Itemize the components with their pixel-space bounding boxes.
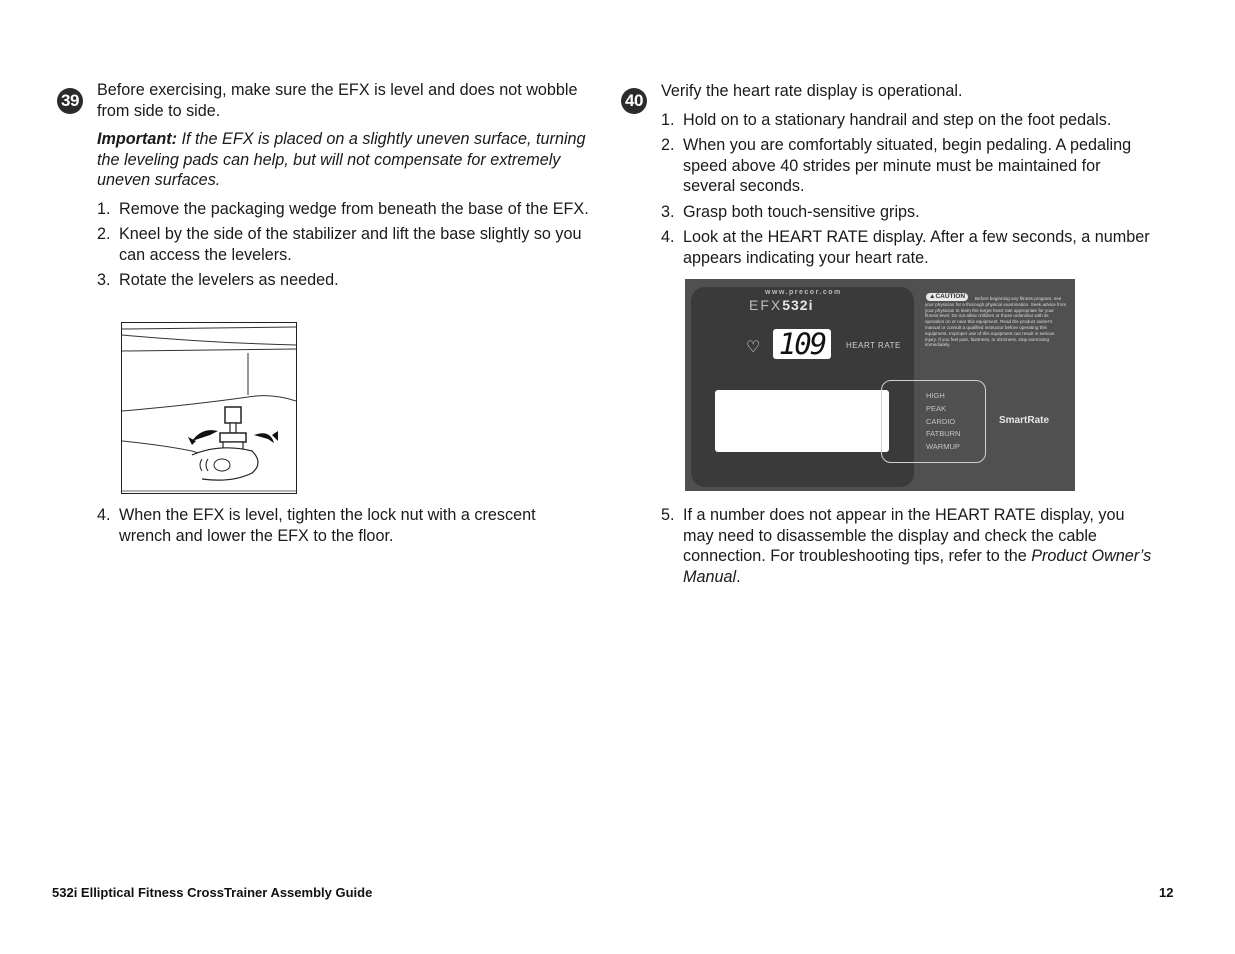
item-number: 4. (97, 506, 111, 524)
step-40-list (661, 110, 1156, 269)
step-39-list-continued (97, 505, 592, 546)
step-40-continued (661, 505, 1156, 592)
zone-cardio: CARDIO (926, 417, 956, 426)
zone-fatburn: FATBURN (926, 429, 961, 438)
warning-icon: ▲ (929, 293, 936, 300)
manual-reference: Product Owner’s Manual (683, 547, 1152, 586)
step-40-intro: Verify the heart rate display is operational. (661, 82, 963, 100)
item-text-end: . (736, 567, 741, 586)
item-text: If a number does not appear in the HEART RATE display, you may need to disassemble the display and check the cable connection. For troubleshooting tips, refer to the (683, 506, 1125, 565)
step-40-text (661, 81, 1156, 273)
list-item (97, 224, 592, 265)
model-number: 532i (782, 297, 814, 313)
caution-label: CAUTION (935, 293, 966, 300)
item-text: Remove the packaging wedge from beneath the base of the EFX. (119, 199, 589, 218)
zone-peak: PEAK (926, 404, 947, 413)
step-39-important (97, 129, 592, 191)
heart-icon: ♡ (746, 339, 761, 356)
heart-rate-label: HEART RATE (846, 341, 901, 350)
item-text: Rotate the levelers as needed. (119, 271, 339, 289)
item-number: 3. (97, 271, 111, 289)
list-item (97, 270, 592, 291)
step-39-list (97, 199, 592, 291)
list-item (661, 110, 1156, 131)
step-39-continued (97, 505, 592, 551)
item-number: 2. (97, 225, 111, 243)
item-text: When you are comfortably situated, begin pedaling. A pedaling speed above 40 strides per minute must be maintained for several seconds. (683, 136, 1132, 195)
item-number: 3. (661, 202, 675, 221)
console-display-photo (685, 279, 1075, 491)
step-40-list-continued (661, 505, 1156, 587)
item-text: When the EFX is level, tighten the lock nut with a crescent wrench and lower the EFX to the floor. (119, 506, 536, 545)
leveler-illustration (121, 322, 297, 494)
heart-rate-readout: 109 (773, 329, 831, 359)
smartrate-logo: SmartRate (999, 415, 1050, 426)
console-screen (715, 390, 889, 452)
important-label: Important: (97, 130, 178, 148)
item-text: Hold on to a stationary handrail and step on the foot pedals. (683, 110, 1112, 129)
item-number: 1. (97, 199, 111, 218)
zone-high: HIGH (926, 391, 945, 400)
step-39-intro: Before exercising, make sure the EFX is level and does not wobble from side to side. (97, 81, 578, 120)
caution-text: Before beginning any fitness program, see your physician for a thorough physical examination. Seek advice from your physician to learn the target heart rate appropriate for your fitness level. Do not allow children or those unfamiliar with its operation on or near this equipment. Read the product owner's manual or consult a qualified instructor before operating this equipment. Improper use of this equipment can result in serious injury. If you feel pain, faintness, or dizziness, stop exercising immediately. (925, 296, 1067, 348)
console-url: www.precor.com (765, 289, 842, 296)
item-number: 1. (661, 110, 675, 129)
list-item (97, 199, 592, 220)
list-item (661, 135, 1156, 197)
item-number: 5. (661, 506, 675, 524)
leveler-drawing (122, 323, 296, 493)
zone-warmup: WARMUP (926, 442, 960, 451)
footer-title: 532i Elliptical Fitness CrossTrainer Assembly Guide (52, 885, 373, 900)
item-text: Kneel by the side of the stabilizer and lift the base slightly so you can access the levelers. (119, 225, 582, 264)
step-40-badge: 40 (621, 88, 647, 114)
list-item (661, 505, 1156, 587)
caution-badge (926, 293, 968, 301)
model-prefix: EFX (749, 297, 783, 313)
list-item (661, 202, 1156, 223)
item-text: Look at the HEART RATE display. After a few seconds, a number appears indicating your heart rate. (683, 228, 1150, 267)
console-model (749, 297, 813, 313)
step-39-badge: 39 (57, 88, 83, 114)
important-text: If the EFX is placed on a slightly uneven surface, turning the leveling pads can help, but will not compensate for extremely uneven surfaces. (97, 130, 586, 189)
step-39-text (97, 80, 592, 296)
item-text: Grasp both touch-sensitive grips. (683, 202, 920, 221)
list-item (661, 227, 1156, 268)
list-item (97, 505, 592, 546)
item-number: 4. (661, 228, 675, 246)
item-number: 2. (661, 136, 675, 154)
page-number: 12 (1159, 885, 1174, 900)
